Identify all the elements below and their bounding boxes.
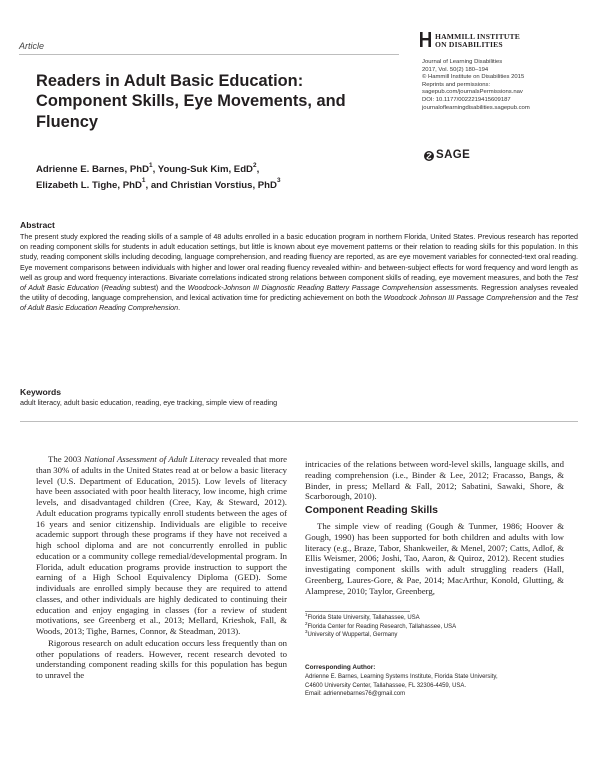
author-name: Adrienne E. Barnes, PhD xyxy=(36,164,150,175)
author-affiliation-mark: 1 xyxy=(149,161,153,169)
body-paragraph: intricacies of the relations between word-level skills, language skills, and reading comprehension (i.e., Binder & Lee, 2012; Fracasso, Bangs, & Binder, in press; Mellard & Fall, 2012; Sabatini, Sawaki, Shore, & Scarborough, 2010). xyxy=(305,459,564,502)
body-column-right xyxy=(305,459,564,502)
section-heading: Component Reading Skills xyxy=(305,504,439,516)
corresponding-author-email[interactable]: Email: adriennebarnes76@gmail.com xyxy=(305,691,406,698)
abstract-divider xyxy=(20,421,578,422)
author-affiliation-mark: 2 xyxy=(253,161,257,169)
abstract-heading: Abstract xyxy=(20,220,55,230)
sage-logo-icon xyxy=(424,150,434,162)
footnote-item: $^1$Florida State University, Tallahassee, USA xyxy=(305,612,420,621)
hammill-logo-icon xyxy=(420,32,431,47)
keywords-heading: Keywords xyxy=(20,387,62,397)
author-affiliation-mark: 1 xyxy=(141,177,146,185)
article-type-label: Article xyxy=(19,41,45,51)
abstract-section xyxy=(20,220,578,314)
journal-reprints: Reprints and permissions: xyxy=(422,81,491,88)
journal-name: Journal of Learning Disabilities xyxy=(422,59,503,65)
body-paragraph: Rigorous research on adult education occurs less frequently than on other populations of readers. However, recent research devoted to understanding component reading skills for this population has begun to unravel the xyxy=(36,637,287,680)
title-line: Readers in Adult Basic Education: xyxy=(36,72,304,90)
corresponding-author-heading: Corresponding Author: xyxy=(305,664,376,671)
author-name: Elizabeth L. Tighe, PhD xyxy=(36,179,142,191)
journal-permissions-link[interactable]: sagepub.com/journalsPermissions.nav xyxy=(422,89,523,96)
footnote-item: $^3$University of Wuppertal, Germany xyxy=(305,629,398,639)
body-column-right-2 xyxy=(305,521,564,596)
author-name: and Christian Vorstius, PhD xyxy=(150,179,277,191)
footnote-item: $^2$Florida Center for Reading Research, Tallahassee, USA xyxy=(305,620,457,630)
body-paragraph: The 2003 National Assessment of Adult Literacy revealed that more than 30% of adults in the United States read at or below a basic literacy level (U.S. Department of Education, 2015). Low levels of literacy have been associated with poor health literacy, low income, high crime levels, and disadvantaged children (Cree, Kay, & Steward, 2012). Adult education programs typically enroll students between the ages of 16 years and senior citizenship. Individuals are eligible to receive academic support through these programs if they have not received a high school diploma and are not concurrently enrolled in public education or a community college remedial/developmental program. In Florida, adult education programs provide instruction to support the earning of a High School Equivalency Diploma (GED). Some individuals are enrolled simply because they are required to attend classes, and other individuals are highly dedicated to continuing their education and enjoy engaging in classes (for a review of student motivations, see Greenberg et al., 2013; Mellard, Krieshok, Fall, & Woods, 2013; Tighe, Barnes, Connor, & Steadman, 2013). xyxy=(36,454,288,636)
footnote-divider xyxy=(305,611,410,612)
journal-doi[interactable]: DOI: 10.1177/0022219415609187 xyxy=(422,96,511,103)
author-list: Adrienne E. Barnes, PhD$^1$, Young-Suk Kim, EdD$^2$, Elizabeth L. Tighe, PhD$^1$, and Christian Vorstius, PhD$^3$ xyxy=(36,161,281,191)
header-divider xyxy=(19,54,399,55)
keywords-list: adult literacy, adult basic education, reading, eye tracking, simple view of reading xyxy=(20,398,278,407)
affiliation-footnotes xyxy=(305,614,575,640)
corresponding-author-line: Adrienne E. Barnes, Learning Systems Institute, Florida State University, xyxy=(305,673,498,680)
hammill-institute-logo xyxy=(420,32,590,52)
logo-line-1: HAMMILL INSTITUTE xyxy=(435,32,521,41)
title-line: Fluency xyxy=(36,112,98,131)
logo-line-2: ON DISABILITIES xyxy=(435,40,503,49)
journal-home-link[interactable]: journaloflearningdisabilities.sagepub.com xyxy=(422,104,530,111)
corresponding-author-line: C4600 University Center, Tallahassee, FL 32306-4459, USA. xyxy=(305,682,467,689)
publisher-name: SAGE xyxy=(436,149,471,161)
author-name: Young-Suk Kim, EdD xyxy=(157,164,253,175)
journal-volume: 2017, Vol. 50(2) 180–194 xyxy=(422,66,489,73)
abstract-text: The present study explored the reading skills of a sample of 48 adults enrolled in a basic education program in northern Florida, United States. Previous research has reported on reading component skills for students in adult education settings, but little is known about eye movement patterns or their relation to reading skills for this population. In this study, reading component skills including decoding, language comprehension, and reading fluency are reported, as are eye movement variables for connected-text oral reading. Eye movement comparisons between individuals with higher and lower oral reading fluency revealed within- and between-subject effects for word frequency and word length as well as group and word frequency interactions. Bivariate correlations indicated strong relations between component skills of reading, eye movement measures, and both the Test of Adult Basic Education (Reading subtest) and the Woodcock-Johnson III Diagnostic Reading Battery Passage Comprehension assessments. Regression analyses revealed the utility of decoding, language comprehension, and lexical activation time for predicting achievement on both the Woodcock Johnson III Passage Comprehension and the Test of Adult Basic Education Reading Comprehension. xyxy=(20,233,578,313)
article-title xyxy=(36,71,366,132)
body-column-left xyxy=(36,454,287,681)
journal-copyright: © Hammill Institute on Disabilities 2015 xyxy=(422,74,525,81)
author-affiliation-mark: 3 xyxy=(276,177,281,185)
title-line: Component Skills, Eye Movements, and xyxy=(36,92,346,111)
body-paragraph: The simple view of reading (Gough & Tunmer, 1986; Hoover & Gough, 1990) has been supported for both children and adults with low literacy (e.g., Braze, Tabor, Shankweiler, & Menel, 2007; Catts, Adlof, & Ellis Weismer, 2006; Joshi, Tao, Aaron, & Quiroz, 2012). Recent studies investigating component skills with adult struggling readers (Hall, Greenberg, Laures-Gore, & Pae, 2014; MacArthur, Konold, Glutting, & Alamprese, 2010; Taylor, Greenberg, xyxy=(305,521,564,596)
corresponding-author xyxy=(305,664,575,699)
journal-meta xyxy=(422,59,592,112)
